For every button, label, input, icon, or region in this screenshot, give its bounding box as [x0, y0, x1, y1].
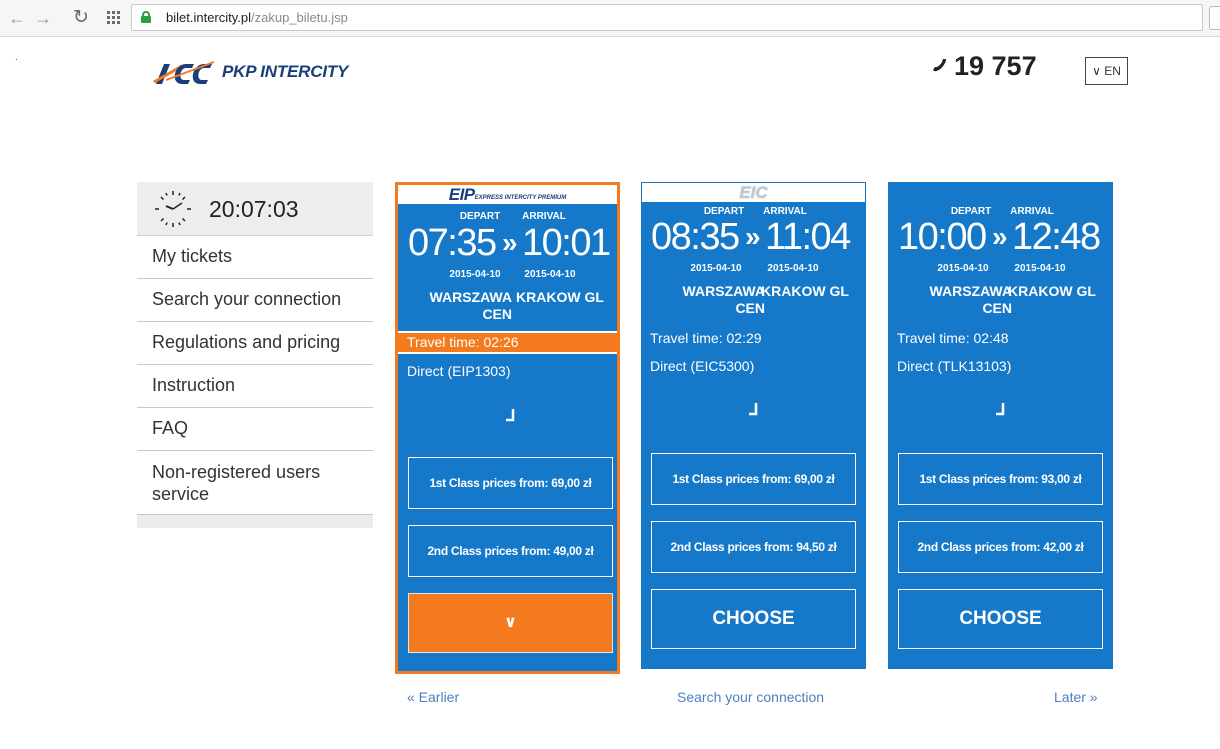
depart-date: 2015-04-10: [449, 269, 501, 280]
depart-label: DEPART: [950, 206, 992, 217]
second-class-price-button[interactable]: 2nd Class prices from: 42,00 zł: [898, 521, 1103, 573]
language-label: EN: [1104, 64, 1121, 78]
first-class-price-button[interactable]: 1st Class prices from: 69,00 zł: [408, 457, 613, 509]
clock-icon: [153, 189, 193, 229]
to-station: KRAKOW GL: [1008, 283, 1096, 299]
second-class-price-button[interactable]: 2nd Class prices from: 49,00 zł: [408, 525, 613, 577]
category-logo: [398, 185, 617, 204]
url-host: bilet.intercity.pl: [166, 10, 252, 25]
direct-train: Direct (EIP1303): [407, 363, 511, 379]
train-card-eic[interactable]: [641, 182, 866, 669]
arrival-date: 2015-04-10: [524, 269, 576, 280]
url-path: /zakup_biletu.jsp: [251, 10, 348, 25]
sidebar: [137, 182, 373, 528]
card-divider: [398, 352, 617, 354]
arrival-date: 2015-04-10: [767, 263, 819, 274]
phone-number: 19 757: [954, 51, 1037, 81]
back-arrow-icon[interactable]: ←: [8, 8, 26, 28]
arrival-label: ARRIVAL: [522, 211, 566, 222]
from-station: WARSZAWA CEN: [682, 283, 765, 316]
address-bar[interactable]: [131, 4, 1203, 31]
from-station: WARSZAWA CEN: [929, 283, 1012, 316]
travel-time: Travel time: 02:26: [398, 333, 617, 352]
connection-icon: [994, 403, 1006, 417]
forward-arrow-icon[interactable]: →: [34, 8, 52, 28]
category-name: EIP: [448, 185, 475, 204]
sidebar-item-non-registered[interactable]: Non-registered users service: [137, 451, 373, 515]
clock-panel: [137, 182, 373, 236]
train-card-eip[interactable]: [395, 182, 620, 674]
connection-icon: [747, 403, 759, 417]
stray-mark: .: [15, 52, 18, 63]
direction-arrow-icon: »: [745, 221, 761, 252]
sidebar-item-search-connection[interactable]: Search your connection: [137, 279, 373, 322]
depart-label: DEPART: [703, 206, 745, 217]
sidebar-item-faq[interactable]: FAQ: [137, 408, 373, 451]
category-subtitle: EXPRESS INTERCITY PREMIUM: [474, 195, 567, 201]
connection-icon: [504, 409, 516, 423]
depart-date: 2015-04-10: [690, 263, 742, 274]
collapse-button[interactable]: ∨: [408, 593, 613, 653]
ic-logo-icon: [152, 58, 216, 86]
sidebar-item-my-tickets[interactable]: My tickets: [137, 236, 373, 279]
arrival-label: ARRIVAL: [763, 206, 807, 217]
extension-button[interactable]: [1209, 6, 1220, 30]
category-logo: [641, 182, 866, 203]
clock-time: 20:07:03: [209, 196, 299, 222]
arrival-label: ARRIVAL: [1010, 206, 1054, 217]
logo-text: PKP INTERCITY: [222, 62, 349, 81]
first-class-price-button[interactable]: 1st Class prices from: 93,00 zł: [898, 453, 1103, 505]
apps-grid-icon[interactable]: [107, 11, 120, 24]
depart-date: 2015-04-10: [937, 263, 989, 274]
depart-time: 07:35: [408, 222, 496, 264]
arrival-time: 12:48: [1012, 216, 1100, 258]
to-station: KRAKOW GL: [516, 289, 604, 305]
sidebar-item-instruction[interactable]: Instruction: [137, 365, 373, 408]
depart-time: 10:00: [898, 216, 986, 258]
second-class-price-button[interactable]: 2nd Class prices from: 94,50 zł: [651, 521, 856, 573]
direction-arrow-icon: »: [992, 221, 1008, 252]
search-connection-link[interactable]: Search your connection: [677, 689, 825, 705]
to-station: KRAKOW GL: [761, 283, 849, 299]
direction-arrow-icon: »: [502, 227, 518, 258]
choose-button[interactable]: CHOOSE: [651, 589, 856, 649]
chevron-down-icon: ∨: [1092, 64, 1101, 78]
from-station: WARSZAWA CEN: [429, 289, 512, 322]
depart-label: DEPART: [459, 211, 501, 222]
arrival-time: 11:04: [765, 216, 850, 258]
language-select[interactable]: [1085, 57, 1128, 85]
sidebar-footer-bar: [137, 515, 373, 528]
train-card-tlk[interactable]: [888, 182, 1113, 669]
choose-button[interactable]: CHOOSE: [898, 589, 1103, 649]
arrival-time: 10:01: [522, 222, 610, 264]
browser-toolbar: [0, 0, 1220, 37]
category-name: EIC: [739, 183, 768, 202]
direct-train: Direct (EIC5300): [650, 358, 755, 374]
earlier-link[interactable]: « Earlier: [407, 689, 460, 705]
first-class-price-button[interactable]: 1st Class prices from: 69,00 zł: [651, 453, 856, 505]
arrival-date: 2015-04-10: [1014, 263, 1066, 274]
direct-train: Direct (TLK13103): [897, 358, 1012, 374]
phone-icon: [930, 56, 950, 76]
reload-icon[interactable]: ↻: [73, 7, 89, 28]
depart-time: 08:35: [651, 216, 739, 258]
lock-icon: [141, 11, 151, 23]
sidebar-item-regulations[interactable]: Regulations and pricing: [137, 322, 373, 365]
travel-time: Travel time: 02:48: [897, 330, 1009, 346]
later-link[interactable]: Later »: [1054, 689, 1098, 705]
travel-time: Travel time: 02:29: [650, 330, 762, 346]
url-text: [166, 10, 348, 25]
